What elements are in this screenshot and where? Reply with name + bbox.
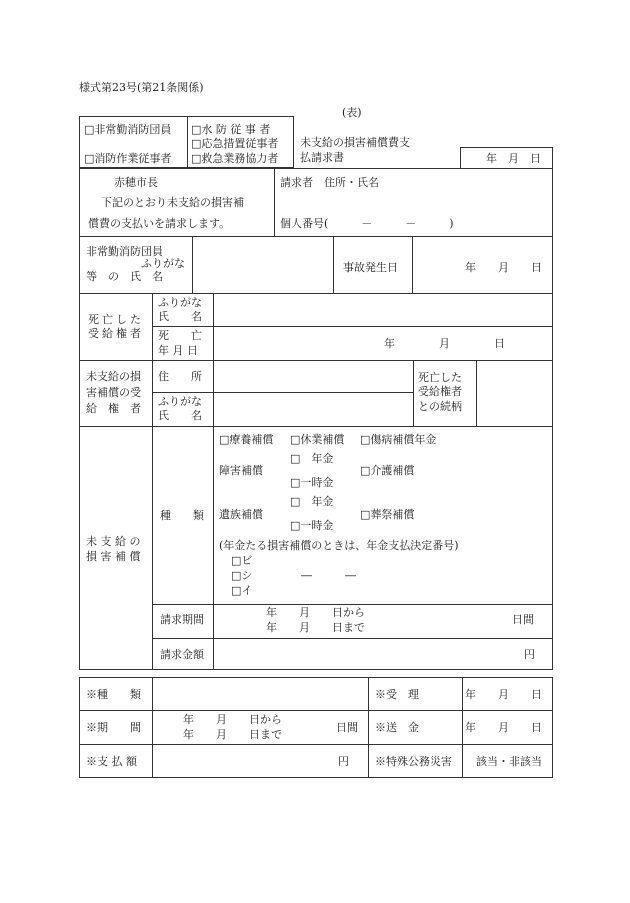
relationship-label-line2: 受給権者 (418, 385, 462, 398)
claimant-furigana-label: ふりがな (158, 395, 202, 408)
header-date: 年 月 日 (486, 152, 541, 165)
office-paid-yen: 円 (338, 755, 349, 768)
claim-period-to[interactable]: 年 月 日まで (266, 621, 365, 634)
accident-date-value[interactable]: 年 月 日 (465, 261, 542, 274)
member-label-line3: 等 の 氏 名 (86, 270, 163, 283)
checkbox-injury-pension[interactable]: □傷病補償年金 (360, 433, 437, 446)
office-send-date[interactable]: 年 月 日 (465, 721, 542, 734)
claimant-address-name: 請求者 住所・氏名 (280, 176, 379, 189)
deceased-name-label: 氏 名 (158, 310, 202, 323)
form-title-line1: 未支給の損害補償費支 (300, 136, 410, 149)
pension-number-dashes: ― ― (301, 569, 356, 582)
death-date-label-line1: 死 亡 (158, 329, 202, 342)
addressee-mayor: 赤穂市長 (114, 176, 158, 189)
member-label-line1: 非常勤消防団員 (86, 245, 163, 258)
checkbox-code-bi[interactable]: □ビ (231, 554, 253, 567)
checkbox-funeral[interactable]: □葬祭補償 (360, 508, 415, 521)
checkbox-code-shi[interactable]: □シ (231, 569, 253, 582)
deceased-furigana-label: ふりがな (158, 296, 202, 309)
main-form (79, 168, 553, 670)
kind-label: 種 類 (160, 509, 204, 522)
checkbox-survivor-pension[interactable]: □ 年金 (290, 495, 334, 508)
office-receipt-label: ※受 理 (375, 688, 419, 701)
claim-amount-label: 請求金額 (160, 648, 204, 661)
office-period-from[interactable]: 年 月 日から (183, 713, 282, 726)
claim-period-from[interactable]: 年 月 日から (266, 606, 365, 619)
member-label-furigana: ふりがな (141, 257, 185, 270)
unpaid-label-line2: 損 害 補 償 (86, 550, 141, 563)
claim-period-label: 請求期間 (160, 613, 204, 626)
deceased-label-line1: 死亡した (88, 313, 144, 326)
office-send-label: ※送 金 (375, 721, 419, 734)
checkbox-absence[interactable]: □休業補償 (290, 433, 345, 446)
checkbox-code-i[interactable]: □イ (231, 584, 253, 597)
office-period-days: 日間 (336, 721, 358, 734)
checkbox-flood-worker[interactable]: □水 防 従 事 者 (191, 123, 271, 136)
disability-label: 障害補償 (219, 464, 263, 477)
claimant-name-label: 氏 名 (158, 409, 202, 422)
office-period-to[interactable]: 年 月 日まで (183, 728, 282, 741)
office-kind-label: ※種 類 (86, 688, 141, 701)
claim-period-days: 日間 (512, 613, 534, 626)
accident-date-label: 事故発生日 (343, 261, 398, 274)
checkbox-ambulance-cooperator[interactable]: □救急業務協力者 (191, 152, 279, 165)
claimant-address-label: 住 所 (158, 370, 202, 383)
personal-number-field[interactable]: 個人番号( － － ) (280, 217, 454, 230)
request-text-line1: 下記のとおり未支給の損害補 (101, 196, 244, 209)
pension-number-note: (年金たる損害補償のときは、年金支払決定番号) (219, 539, 459, 552)
claimant-label-line1: 未支給の損 (86, 370, 141, 383)
office-period-label: ※期 間 (86, 721, 141, 734)
unpaid-label-line1: 未 支 給 の (86, 535, 141, 548)
relationship-label-line3: との続柄 (418, 400, 462, 413)
checkbox-medical[interactable]: □療養補償 (219, 433, 274, 446)
relationship-label-line1: 死亡した (418, 371, 462, 384)
office-applicable[interactable]: 該当・非該当 (476, 755, 542, 768)
office-special-label: ※特殊公務災害 (375, 755, 452, 768)
claimant-label-line3: 給 権 者 (86, 402, 141, 415)
form-number: 様式第23号(第21条関係) (79, 81, 204, 94)
checkbox-fire-work-worker[interactable]: □消防作業従事者 (84, 152, 172, 165)
checkbox-survivor-lump[interactable]: □一時金 (290, 519, 334, 532)
checkbox-emergency-measure-worker[interactable]: □応急措置従事者 (191, 137, 279, 150)
claimant-label-line2: 害補償の受 (86, 386, 141, 399)
checkbox-volunteer-firefighter[interactable]: □非常勤消防団員 (84, 123, 172, 136)
form-title-line2: 払請求書 (300, 151, 344, 164)
claim-amount-yen: 円 (524, 648, 535, 661)
checkbox-disability-lump[interactable]: □一時金 (290, 476, 334, 489)
deceased-label-line2: 受給権者 (88, 327, 144, 340)
death-date-label-line2: 年 月 日 (158, 344, 198, 357)
checkbox-disability-pension[interactable]: □ 年金 (290, 452, 334, 465)
checkbox-nursing[interactable]: □介護補償 (360, 464, 415, 477)
office-receipt-date[interactable]: 年 月 日 (465, 688, 542, 701)
side-label: (表) (342, 106, 362, 119)
request-text-line2: 償費の支払いを請求します。 (88, 217, 231, 230)
office-paid-label: ※支 払 額 (86, 755, 137, 768)
death-date-value[interactable]: 年 月 日 (384, 337, 505, 350)
survivor-label: 遺族補償 (219, 508, 263, 521)
